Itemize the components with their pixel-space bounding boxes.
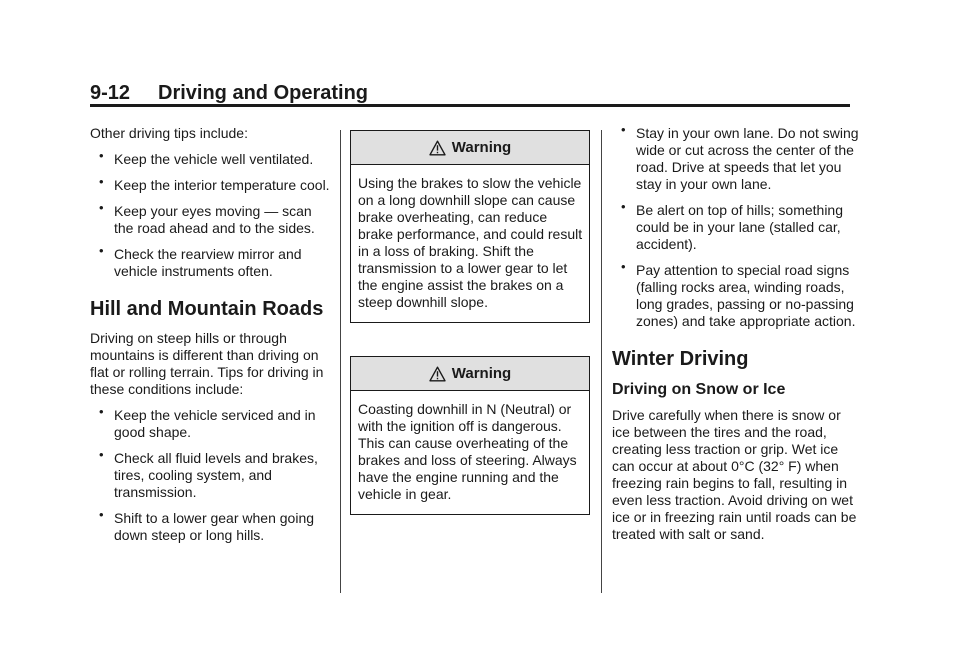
list-item: • Check all fluid levels and brakes, tires, cooling system, and transmission. (99, 447, 318, 500)
column-left (90, 125, 330, 553)
warning-text: Using the brakes to slow the vehicle on a long downhill slope can cause brake overheating, can reduce brake performance, and could result in a loss of braking. Shift the transmission to a lower gear to let the engine assist the brakes on a steep downhill slope. (358, 175, 583, 310)
warning-header (351, 131, 589, 165)
warning-triangle-icon (429, 140, 446, 156)
list-item: • Keep the vehicle serviced and in good shape. (99, 404, 316, 440)
snow-paragraph: Drive carefully when there is snow or ice between the tires and the road, creating less traction or grip. Wet ice can occur at about 0°C (32° F) when freezing rain begins to fall, resulting in even less traction. Avoid driving on wet ice or in freezing rain until roads can be treated with salt or sand. (612, 407, 857, 542)
hill-section-heading: Hill and Mountain Roads (90, 298, 324, 320)
column-divider (601, 130, 602, 593)
chapter-title: Driving and Operating (158, 82, 369, 104)
list-item: • Keep your eyes moving — scan the road ahead and to the sides. (99, 200, 315, 236)
bullet-icon: • (99, 243, 104, 258)
warning-header (351, 357, 589, 391)
bullet-icon: • (99, 200, 104, 215)
lane-tips-list (612, 122, 860, 330)
column-right (612, 122, 860, 543)
warning-box (350, 130, 590, 323)
list-item: • Shift to a lower gear when going down steep or long hills. (99, 507, 315, 543)
list-item: • Be alert on top of hills; something could be in your lane (stalled car, accident). (621, 199, 844, 252)
list-item: • Pay attention to special road signs (falling rocks area, winding roads, long grades, passing or no-passing zones) and take appropriate action. (621, 259, 856, 329)
list-item: • Keep the vehicle well ventilated. (99, 148, 314, 167)
list-item: • Check the rearview mirror and vehicle instruments often. (99, 243, 302, 279)
bullet-icon: • (99, 148, 104, 163)
snow-subheading: Driving on Snow or Ice (612, 381, 786, 398)
hill-tips-list (90, 404, 330, 544)
column-divider (340, 130, 341, 593)
winter-section-heading: Winter Driving (612, 348, 749, 370)
warning-box (350, 356, 590, 515)
warning-title: Warning (451, 139, 512, 156)
bullet-icon: • (99, 174, 104, 189)
bullet-icon: • (621, 199, 626, 214)
header-rule (90, 104, 850, 107)
page-number: 9-12 (90, 82, 131, 104)
column-middle (350, 130, 590, 515)
bullet-icon: • (99, 447, 104, 462)
warning-text: Coasting downhill in N (Neutral) or with the ignition off is dangerous. This can cause overheating of the brakes and loss of steering. Always have the engine running and the vehicle in gear. (358, 401, 577, 502)
list-item: • Keep the interior temperature cool. (99, 174, 330, 193)
warning-triangle-icon (429, 366, 446, 382)
hill-intro: Driving on steep hills or through mountains is different than driving on flat or rolling terrain. Tips for driving in these conditions include: (90, 330, 324, 397)
bullet-icon: • (99, 404, 104, 419)
warning-title: Warning (451, 365, 512, 382)
bullet-icon: • (621, 122, 626, 137)
bullet-icon: • (99, 507, 104, 522)
driving-tips-list (90, 148, 330, 280)
bullet-icon: • (621, 259, 626, 274)
list-item: • Stay in your own lane. Do not swing wide or cut across the center of the road. Drive at speeds that let you stay in your own lane. (621, 122, 859, 192)
tips-intro: Other driving tips include: (90, 125, 248, 141)
